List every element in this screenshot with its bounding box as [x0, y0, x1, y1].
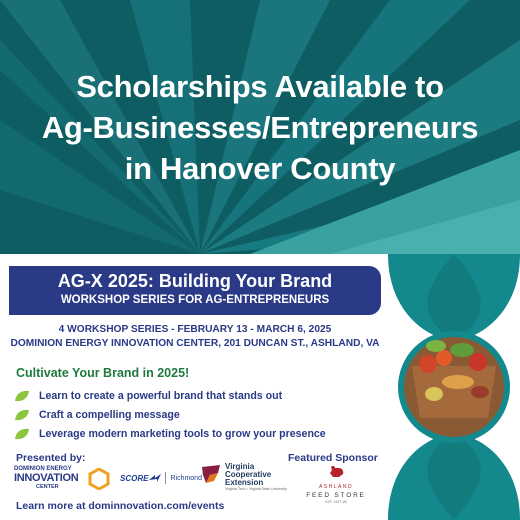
vce-mark-icon: [200, 463, 222, 485]
hero-banner: [0, 0, 520, 254]
logo-text: Extension: [225, 478, 264, 487]
hero-title-line: Ag-Businesses/Entrepreneurs: [41, 110, 479, 145]
logo-subtext: Virginia Tech • Virginia State University: [225, 487, 287, 491]
squash-shape: [442, 375, 474, 389]
leaf-icon: [14, 390, 30, 402]
list-item-text: Learn to create a powerful brand that stands out: [39, 389, 283, 402]
logo-subtext: EST. 1927 VA: [325, 500, 347, 504]
logo-text: ASHLAND: [318, 484, 354, 490]
squash-shape: [425, 387, 443, 401]
tomato-shape: [419, 355, 437, 373]
event-subtitle: WORKSHOP SERIES FOR AG-ENTREPRENEURS: [60, 294, 330, 306]
list-item-text: Craft a compelling message: [39, 408, 180, 421]
greens-shape: [450, 343, 474, 357]
tomato-shape: [436, 350, 452, 366]
logo-text: CENTER: [36, 484, 59, 490]
swoosh-icon: [149, 474, 161, 482]
logo-text: FEED STORE: [306, 492, 366, 499]
vce-text: [225, 463, 287, 492]
event-location: DOMINION ENERGY INNOVATION CENTER, 201 DUNCAN ST., ASHLAND, VA: [10, 338, 380, 349]
series-dates: 4 WORKSHOP SERIES - FEBRUARY 13 - MARCH 6, 2025: [58, 324, 332, 335]
virginia-cooperative-extension-logo: [200, 463, 287, 492]
logo-text: SCORE: [120, 473, 149, 483]
ashland-feed-store-logo: [304, 465, 368, 505]
dominion-energy-logo: [14, 466, 110, 494]
divider: [165, 472, 166, 484]
list-item-text: Leverage modern marketing tools to grow your presence: [39, 427, 326, 440]
logo-text: Richmond: [170, 474, 202, 482]
event-title: AG-X 2025: Building Your Brand: [57, 271, 333, 291]
potato-shape: [471, 386, 489, 398]
leaf-icon: [14, 428, 30, 440]
logo-text: Cooperative: [225, 470, 272, 479]
learn-more-link[interactable]: Learn more at dominnovation.com/events: [16, 500, 225, 512]
hexagon-icon: [88, 468, 110, 490]
score-richmond-logo: [120, 472, 202, 484]
presented-by-label: Presented by:: [16, 452, 86, 464]
leaf-icon: [14, 409, 30, 421]
logo-text: DOMINION ENERGY: [14, 466, 72, 472]
leaf-decoration: [388, 254, 520, 520]
featured-sponsor-label: Featured Sponsor: [288, 452, 378, 464]
logo-text: Virginia: [225, 462, 255, 471]
benefits-list: [14, 386, 326, 443]
logo-text: INNOVATION: [14, 472, 79, 484]
hero-title-line: Scholarships Available to: [76, 69, 444, 104]
list-item: [14, 405, 326, 424]
greens-shape: [426, 340, 446, 352]
event-banner: [9, 266, 381, 315]
hero-title-line: in Hanover County: [124, 151, 396, 186]
tomato-shape: [469, 353, 487, 371]
list-item: [14, 424, 326, 443]
list-item: [14, 386, 326, 405]
cultivate-heading: Cultivate Your Brand in 2025!: [16, 366, 190, 380]
hero-title: [0, 66, 520, 189]
rooster-icon: [327, 465, 345, 479]
